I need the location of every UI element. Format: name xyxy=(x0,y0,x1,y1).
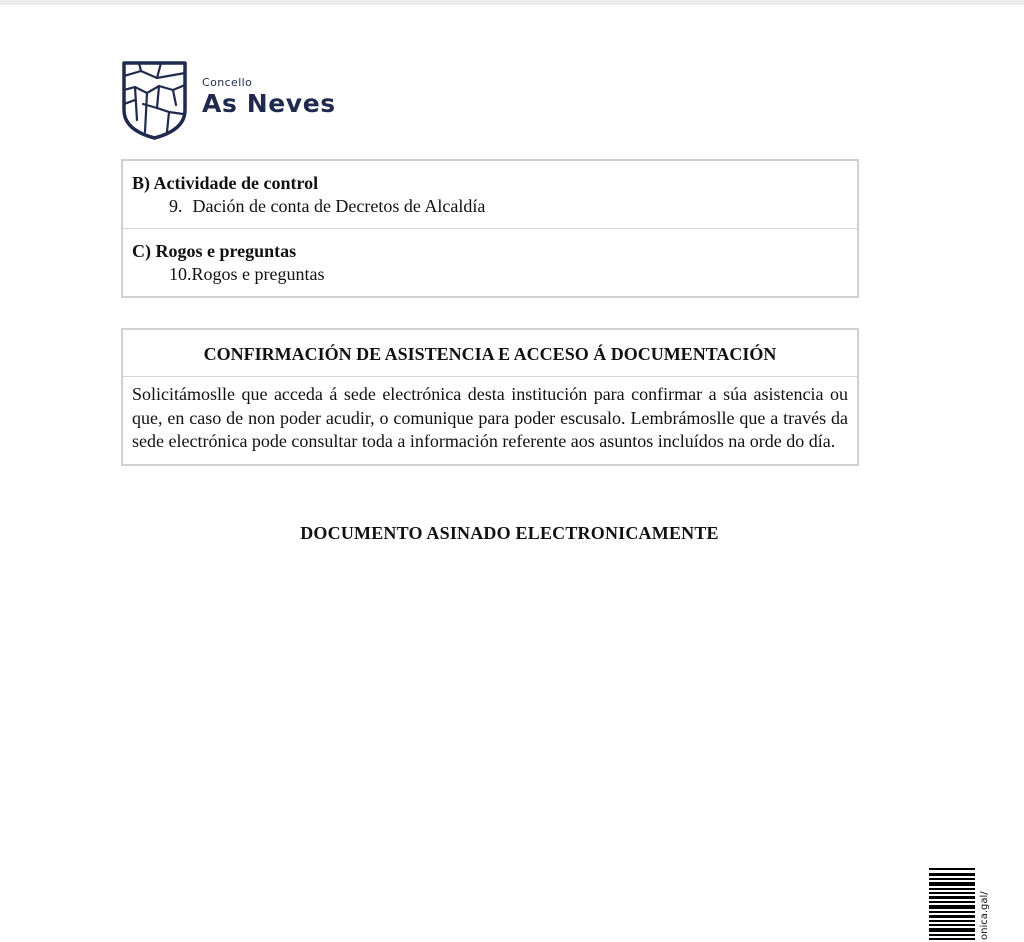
side-url-fragment: onica.gal/ xyxy=(979,891,990,940)
confirmation-title: CONFIRMACIÓN DE ASISTENCIA E ACCESO Á DOCUMENTACIÓN xyxy=(123,330,857,377)
top-strip xyxy=(0,0,1024,5)
logo-text xyxy=(202,76,336,116)
agenda-item xyxy=(132,263,848,286)
agenda-item-text: Rogos e preguntas xyxy=(191,264,325,284)
confirmation-body: Solicitámoslle que acceda á sede electrónica desta institución para confirmar a súa asistencia ou que, en caso de non poder acudir, o comunique para poder escusalo. Lembrámoslle que a través da sede electrónica pode consultar toda a información referente aos asuntos incluídos na orde do día. xyxy=(132,384,848,451)
agenda-item-text: Dación de conta de Decretos de Alcaldía xyxy=(192,196,486,216)
agenda-item xyxy=(132,195,848,218)
org-prefix: Concello xyxy=(202,76,253,89)
section-title: B) Actividade de control xyxy=(132,173,319,193)
agenda-item-number: 10. xyxy=(169,264,192,284)
confirmation-box xyxy=(121,328,859,466)
signed-label: DOCUMENTO ASINADO ELECTRONICAMENTE xyxy=(300,523,719,543)
barcode-icon xyxy=(929,868,975,940)
concello-shield-logo-icon xyxy=(121,60,188,140)
agenda-item-number: 9. xyxy=(169,196,183,216)
agenda-box xyxy=(121,159,859,298)
agenda-section-b xyxy=(123,161,857,228)
section-title: C) Rogos e preguntas xyxy=(132,241,297,261)
agenda-section-c xyxy=(123,228,857,296)
org-name: As Neves xyxy=(202,89,336,118)
concello-logo xyxy=(121,60,336,140)
